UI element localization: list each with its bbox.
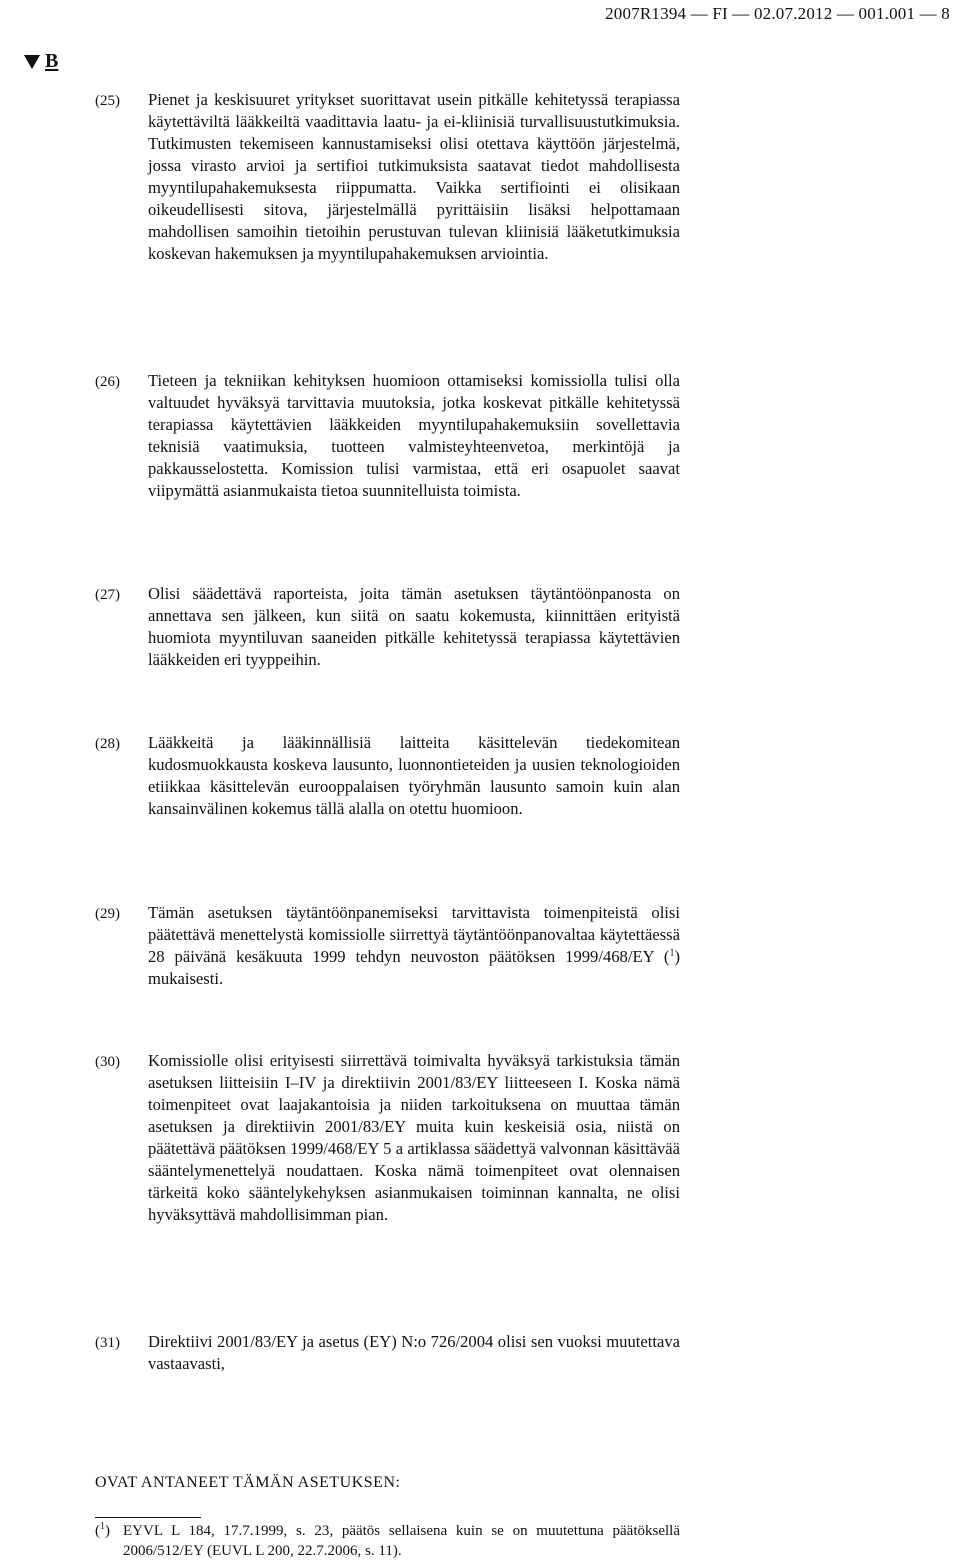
recital-number: (28) bbox=[95, 736, 120, 752]
section-marker bbox=[24, 50, 58, 73]
recital-text bbox=[148, 902, 680, 990]
footnote-1 bbox=[95, 1521, 680, 1561]
recital-text-end: ) mukaisesti. bbox=[148, 947, 680, 988]
footnote-reference: 1 bbox=[669, 947, 675, 959]
recital-number: (27) bbox=[95, 587, 120, 603]
recital-27 bbox=[95, 583, 680, 671]
recital-29 bbox=[95, 902, 680, 990]
footnote-marker-number: 1 bbox=[100, 1521, 105, 1532]
recital-text: Komissiolle olisi erityisesti siirrettävä toimivalta hyväksyä tarkistuksia tämän asetuksen liitteisiin I–IV ja direktiivin 2001/83/EY liitteeseen I. Koska nämä toimenpiteet ovat laajakantoisia ja niiden tarkoituksena on muuttaa tämän asetuksen ja direktiivin 2001/83/EY muita kuin keskeisiä osia, niistä on päätettävä päätöksen 1999/468/EY 5 a artiklassa säädettyä valvonnan käsittävää sääntelymenettelyä noudattaen. Koska nämä toimenpiteet ovat olennaisen tärkeitä koko sääntelykehyksen asianmukaisen toiminnan kannalta, ne olisi hyväksyttävä mahdollisimman pian. bbox=[148, 1051, 680, 1224]
footnote-marker-open: ( bbox=[95, 1523, 100, 1539]
footnote-marker bbox=[95, 1521, 123, 1541]
recital-number: (31) bbox=[95, 1335, 120, 1351]
footnote-marker-close: ) bbox=[105, 1523, 110, 1539]
footnote-text: EYVL L 184, 17.7.1999, s. 23, päätös sellaisena kuin se on muutettuna päätöksellä 2006/512/EY (EUVL L 200, 22.7.2006, s. 11). bbox=[123, 1523, 680, 1559]
recital-text: Direktiivi 2001/83/EY ja asetus (EY) N:o 726/2004 olisi sen vuoksi muutettava vastaavasti, bbox=[148, 1332, 680, 1373]
triangle-down-icon bbox=[24, 55, 40, 69]
recital-number: (26) bbox=[95, 374, 120, 390]
recital-28 bbox=[95, 732, 680, 820]
recital-31 bbox=[95, 1331, 680, 1375]
enacting-formula: OVAT ANTANEET TÄMÄN ASETUKSEN: bbox=[95, 1474, 401, 1491]
recital-30 bbox=[95, 1050, 680, 1226]
footnote-divider bbox=[95, 1517, 201, 1518]
recital-text: Pienet ja keskisuuret yritykset suorittavat usein pitkälle kehitetyssä terapiassa käytettäviltä lääkkeiltä vaadittavia laatu- ja ei-kliinisiä turvallisuustutkimuksia. Tutkimusten tekemiseen kannustamiseksi olisi otettava käyttöön järjestelmä, jossa virasto arvioi ja sertifioi tutkimuksista saatavat tiedot mahdollisesta myyntilupahakemuksesta riippumatta. Vaikka sertifiointi ei olisikaan oikeudellisesti sitova, järjestelmällä pyrittäisiin lisäksi helpottamaan mahdollisen samoihin tietoihin perustuvan tulevan kliinisiä lääketutkimuksia koskevan hakemuksen ja myyntilupahakemuksen arviointia. bbox=[148, 90, 680, 263]
recital-text-main: Tämän asetuksen täytäntöönpanemiseksi tarvittavista toimenpiteistä olisi päätettävä menettelystä komissiolle siirrettyä täytäntöönpanovaltaa käytettäessä 28 päivänä kesäkuuta 1999 tehdyn neuvoston päätöksen 1999/468/EY ( bbox=[148, 903, 680, 966]
recital-25 bbox=[95, 89, 680, 265]
recital-text: Tieteen ja tekniikan kehityksen huomioon ottamiseksi komissiolla tulisi olla valtuudet hyväksyä tarvittavia muutoksia, jotka koskevat pitkälle kehitetyssä terapiassa käytettävien lääkkeiden myyntilupahakemuksiin sovellettavia teknisiä vaatimuksia, tuotteen valmisteyhteenvetoa, merkintöjä ja pakkausselostetta. Komission tulisi varmistaa, että eri osapuolet saavat viipymättä asianmukaista tietoa suunnitelluista toimista. bbox=[148, 371, 680, 500]
recital-number: (25) bbox=[95, 93, 120, 109]
recital-text: Lääkkeitä ja lääkinnällisiä laitteita käsittelevän tiedekomitean kudosmuokkausta koskeva lausunto, luonnontieteiden ja uusien teknologioiden etiikkaa käsittelevän eurooppalaisen työryhmän lausunto samoin kuin alan kansainvälinen kokemus tällä alalla on otettu huomioon. bbox=[148, 733, 680, 818]
recital-text: Olisi säädettävä raporteista, joita tämän asetuksen täytäntöönpanosta on annettava sen jälkeen, kun siitä on saatu kokemusta, kiinnittäen erityistä huomiota myyntiluvan saaneiden pitkälle kehitetyssä terapiassa käytettävien lääkkeiden eri tyyppeihin. bbox=[148, 584, 680, 669]
recital-26 bbox=[95, 370, 680, 502]
recital-number: (30) bbox=[95, 1054, 120, 1070]
section-letter: B bbox=[45, 50, 59, 72]
recital-number: (29) bbox=[95, 906, 120, 922]
document-header-reference: 2007R1394 — FI — 02.07.2012 — 001.001 — 8 bbox=[605, 4, 950, 23]
